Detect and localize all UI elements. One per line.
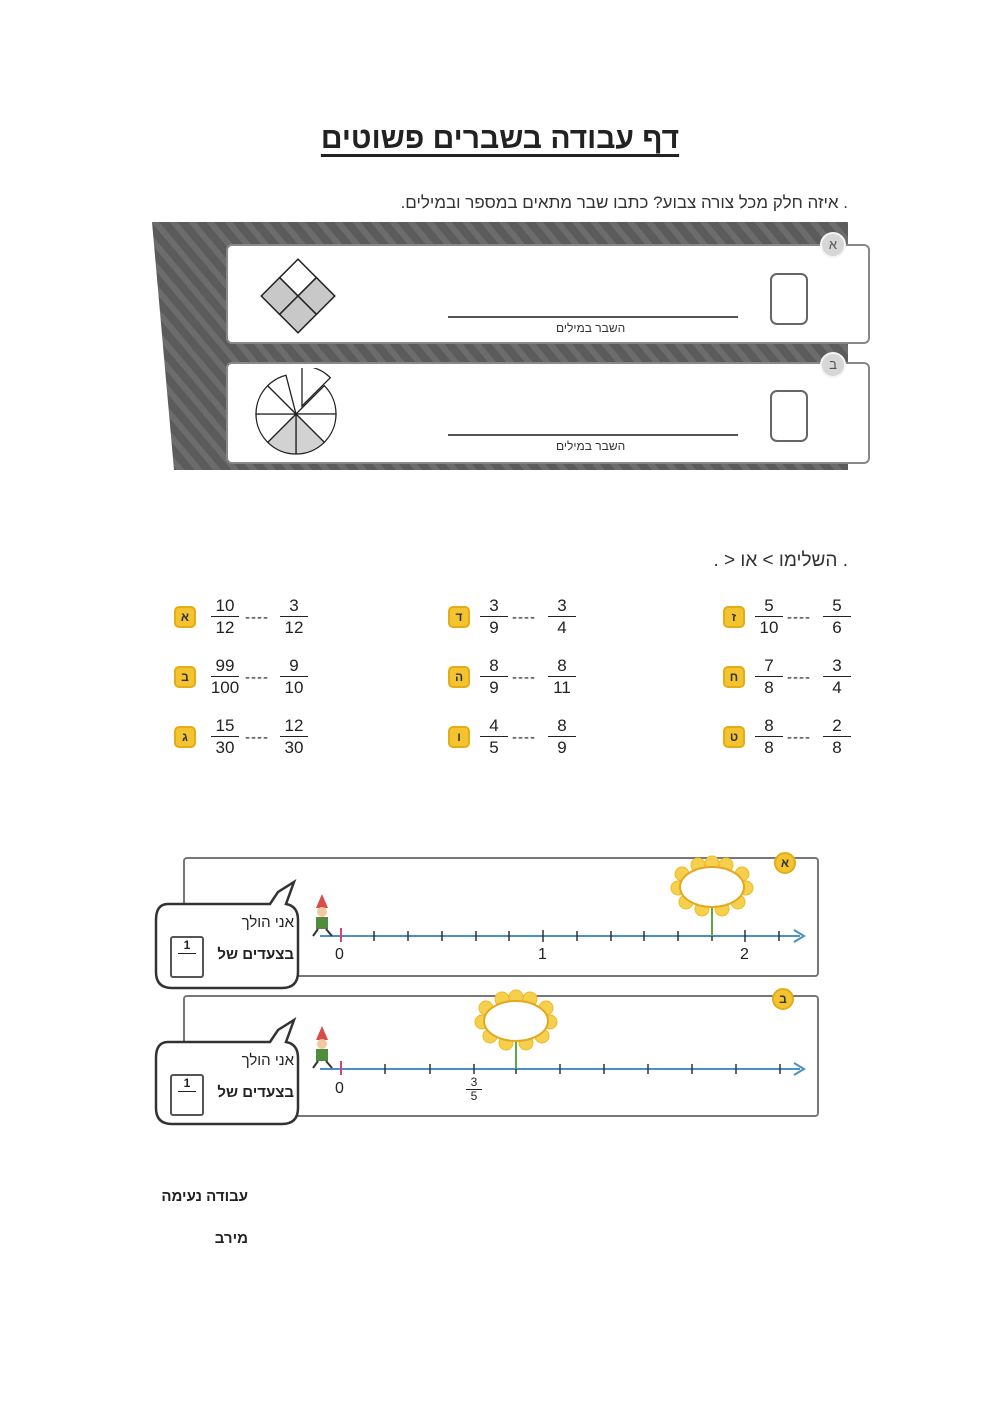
tick-label-2: 2 (740, 946, 749, 963)
compare-blank[interactable]: ---- (245, 729, 269, 746)
step-box[interactable] (170, 936, 204, 978)
item-badge: ב (820, 352, 846, 378)
compare-blank[interactable]: ---- (512, 669, 536, 686)
words-answer-line[interactable] (448, 434, 738, 436)
comparison-item (174, 596, 314, 640)
tick-label-1: 1 (538, 946, 547, 963)
shape-card-2 (226, 362, 870, 464)
square-shape (254, 252, 344, 342)
step-numerator: 1 (183, 1076, 191, 1090)
item-badge: ג (174, 726, 196, 748)
item-badge: ו (448, 726, 470, 748)
right-fraction: 3 4 (540, 596, 584, 637)
footer-line-1: עבודה נעימה (161, 1188, 248, 1205)
comparison-item (448, 656, 588, 700)
item-badge: א (774, 852, 796, 874)
compare-blank[interactable]: ---- (787, 729, 811, 746)
right-fraction: 8 11 (540, 656, 584, 697)
fraction-answer-box[interactable] (770, 390, 808, 442)
tick-label-0: 0 (335, 946, 344, 963)
comparison-item (723, 596, 863, 640)
compare-blank[interactable]: ---- (787, 669, 811, 686)
left-fraction: 8 9 (472, 656, 516, 697)
fraction-answer-box[interactable] (770, 273, 808, 325)
shapes-board (148, 218, 848, 470)
item-badge: ט (723, 726, 745, 748)
left-fraction: 10 12 (203, 596, 247, 637)
comparison-item (448, 716, 588, 760)
bubble-line-1: אני הולך (241, 914, 294, 931)
tick-label-0: 0 (335, 1080, 344, 1097)
item-badge: א (820, 232, 846, 258)
words-answer-line[interactable] (448, 316, 738, 318)
words-label: השבר במילים (556, 321, 626, 335)
step-numerator: 1 (183, 938, 191, 952)
item-badge: ח (723, 666, 745, 688)
comparison-item (723, 716, 863, 760)
left-fraction: 15 30 (203, 716, 247, 757)
comparison-item (448, 596, 588, 640)
item-badge: ד (448, 606, 470, 628)
footer-line-2: מירב (214, 1230, 248, 1247)
right-fraction: 5 6 (815, 596, 859, 637)
tick-label-fraction: 3 5 (466, 1076, 482, 1103)
compare-blank[interactable]: ---- (245, 669, 269, 686)
bubble-line-1: אני הולך (241, 1052, 294, 1069)
comparison-item (174, 716, 314, 760)
right-fraction: 2 8 (815, 716, 859, 757)
left-fraction: 8 8 (747, 716, 791, 757)
bubble-line-2: בצעדים של (217, 946, 294, 963)
right-fraction: 8 9 (540, 716, 584, 757)
compare-blank[interactable]: ---- (512, 729, 536, 746)
item-badge: ב (174, 666, 196, 688)
left-fraction: 7 8 (747, 656, 791, 697)
item-badge: ז (723, 606, 745, 628)
item-badge: א (174, 606, 196, 628)
compare-blank[interactable]: ---- (245, 609, 269, 626)
right-fraction: 12 30 (272, 716, 316, 757)
item-badge: ב (772, 988, 794, 1010)
comparison-item (174, 656, 314, 700)
comparison-item (723, 656, 863, 700)
right-fraction: 3 4 (815, 656, 859, 697)
left-fraction: 3 9 (472, 596, 516, 637)
numberline-section (150, 850, 830, 1130)
shape-card-1 (226, 244, 870, 344)
bubble-line-2: בצעדים של (217, 1084, 294, 1101)
right-fraction: 3 12 (272, 596, 316, 637)
words-label: השבר במילים (556, 439, 626, 453)
section2-instruction: . השלימו > או < . (713, 550, 848, 571)
left-fraction: 4 5 (472, 716, 516, 757)
page-title: דף עבודה בשברים פשוטים (320, 122, 680, 155)
section1-instruction: . איזה חלק מכל צורה צבוע? כתבו שבר מתאים במספר ובמילים. (400, 193, 848, 212)
left-fraction: 5 10 (747, 596, 791, 637)
item-badge: ה (448, 666, 470, 688)
compare-blank[interactable]: ---- (512, 609, 536, 626)
step-box[interactable] (170, 1074, 204, 1116)
left-fraction: 99 100 (210, 656, 240, 697)
right-fraction: 9 10 (272, 656, 316, 697)
circle-shape (250, 368, 342, 460)
compare-blank[interactable]: ---- (787, 609, 811, 626)
